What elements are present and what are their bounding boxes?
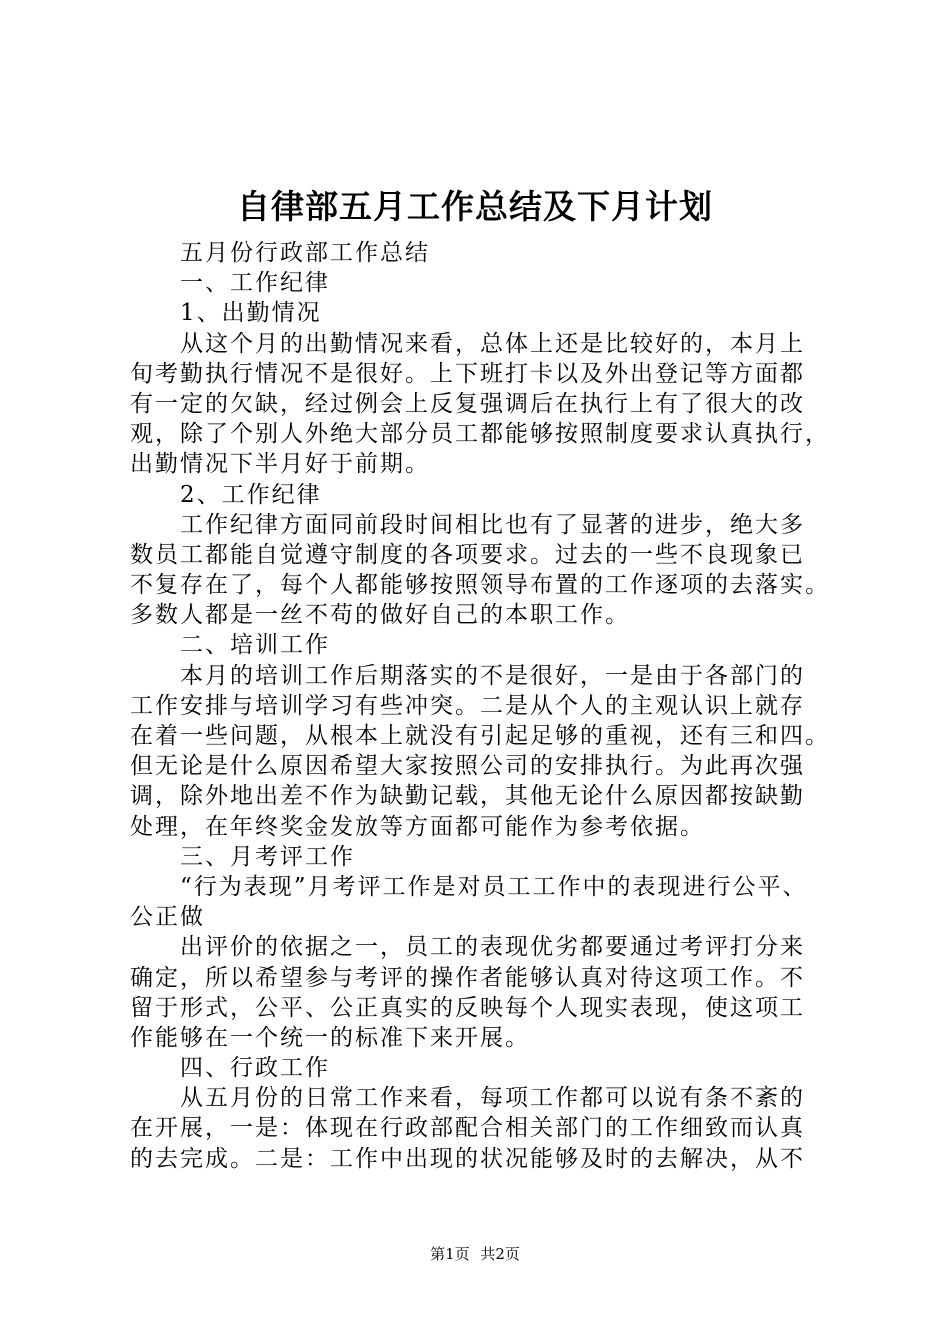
text-line: 出评价的依据之一，员工的表现优劣都要通过考评打分来 [180, 934, 805, 961]
text-line: 在着一些问题，从根本上就没有引起足够的重视，还有三和四。 [130, 723, 830, 749]
page-number: 第1页 [430, 1245, 470, 1263]
text-line: 多数人都是一丝不苟的做好自己的本职工作。 [130, 602, 630, 629]
text-line: 有一定的欠缺，经过例会上反复强调后在执行上有了很大的改 [130, 390, 805, 417]
page-footer [0, 1243, 950, 1265]
page-total: 共2页 [480, 1245, 520, 1263]
text-line: 二、培训工作 [180, 632, 330, 659]
text-line: 在开展，一是：体现在行政部配合相关部门的工作细致而认真 [130, 1115, 805, 1142]
text-line: 的去完成。二是：工作中出现的状况能够及时的去解决，从不 [130, 1145, 805, 1172]
text-line: “行为表现”月考评工作是对员工工作中的表现进行公平、 [180, 873, 808, 900]
text-line: 五月份行政部工作总结 [180, 240, 430, 266]
text-line: 公正做 [130, 904, 205, 931]
text-line: 从这个月的出勤情况来看，总体上还是比较好的，本月上 [180, 330, 805, 357]
text-line: 四、行政工作 [180, 1055, 330, 1082]
text-line: 处理，在年终奖金发放等方面都可能作为参考依据。 [130, 813, 705, 840]
text-line: 一、工作纪律 [180, 270, 330, 297]
text-line: 1、出勤情况 [180, 300, 322, 327]
document-title: 自律部五月工作总结及下月计划 [237, 187, 713, 226]
text-line: 观，除了个别人外绝大部分员工都能够按照制度要求认真执行， [130, 421, 830, 448]
text-line: 数员工都能自觉遵守制度的各项要求。过去的一些不良现象已 [130, 541, 805, 568]
text-line: 旬考勤执行情况不是很好。上下班打卡以及外出登记等方面都 [130, 360, 805, 387]
text-line: 留于形式，公平、公正真实的反映每个人现实表现，使这项工 [130, 994, 805, 1021]
text-line: 2、工作纪律 [180, 481, 322, 508]
text-line: 本月的培训工作后期落实的不是很好，一是由于各部门的 [180, 662, 805, 689]
text-line: 工作安排与培训学习有些冲突。二是从个人的主观认识上就存 [130, 692, 805, 719]
text-line: 确定，所以希望参与考评的操作者能够认真对待这项工作。不 [130, 964, 805, 991]
text-line: 出勤情况下半月好于前期。 [130, 451, 430, 478]
text-line: 三、月考评工作 [180, 843, 355, 870]
text-line: 但无论是什么原因希望大家按照公司的安排执行。为此再次强 [130, 753, 805, 780]
text-line: 作能够在一个统一的标准下来开展。 [130, 1024, 530, 1051]
text-line: 调，除外地出差不作为缺勤记载，其他无论什么原因都按缺勤 [130, 783, 805, 810]
text-line: 从五月份的日常工作来看，每项工作都可以说有条不紊的 [180, 1085, 805, 1112]
text-line: 工作纪律方面同前段时间相比也有了显著的进步，绝大多 [180, 511, 805, 538]
text-line: 不复存在了，每个人都能够按照领导布置的工作逐项的去落实。 [130, 572, 830, 599]
document-body [130, 238, 850, 1174]
